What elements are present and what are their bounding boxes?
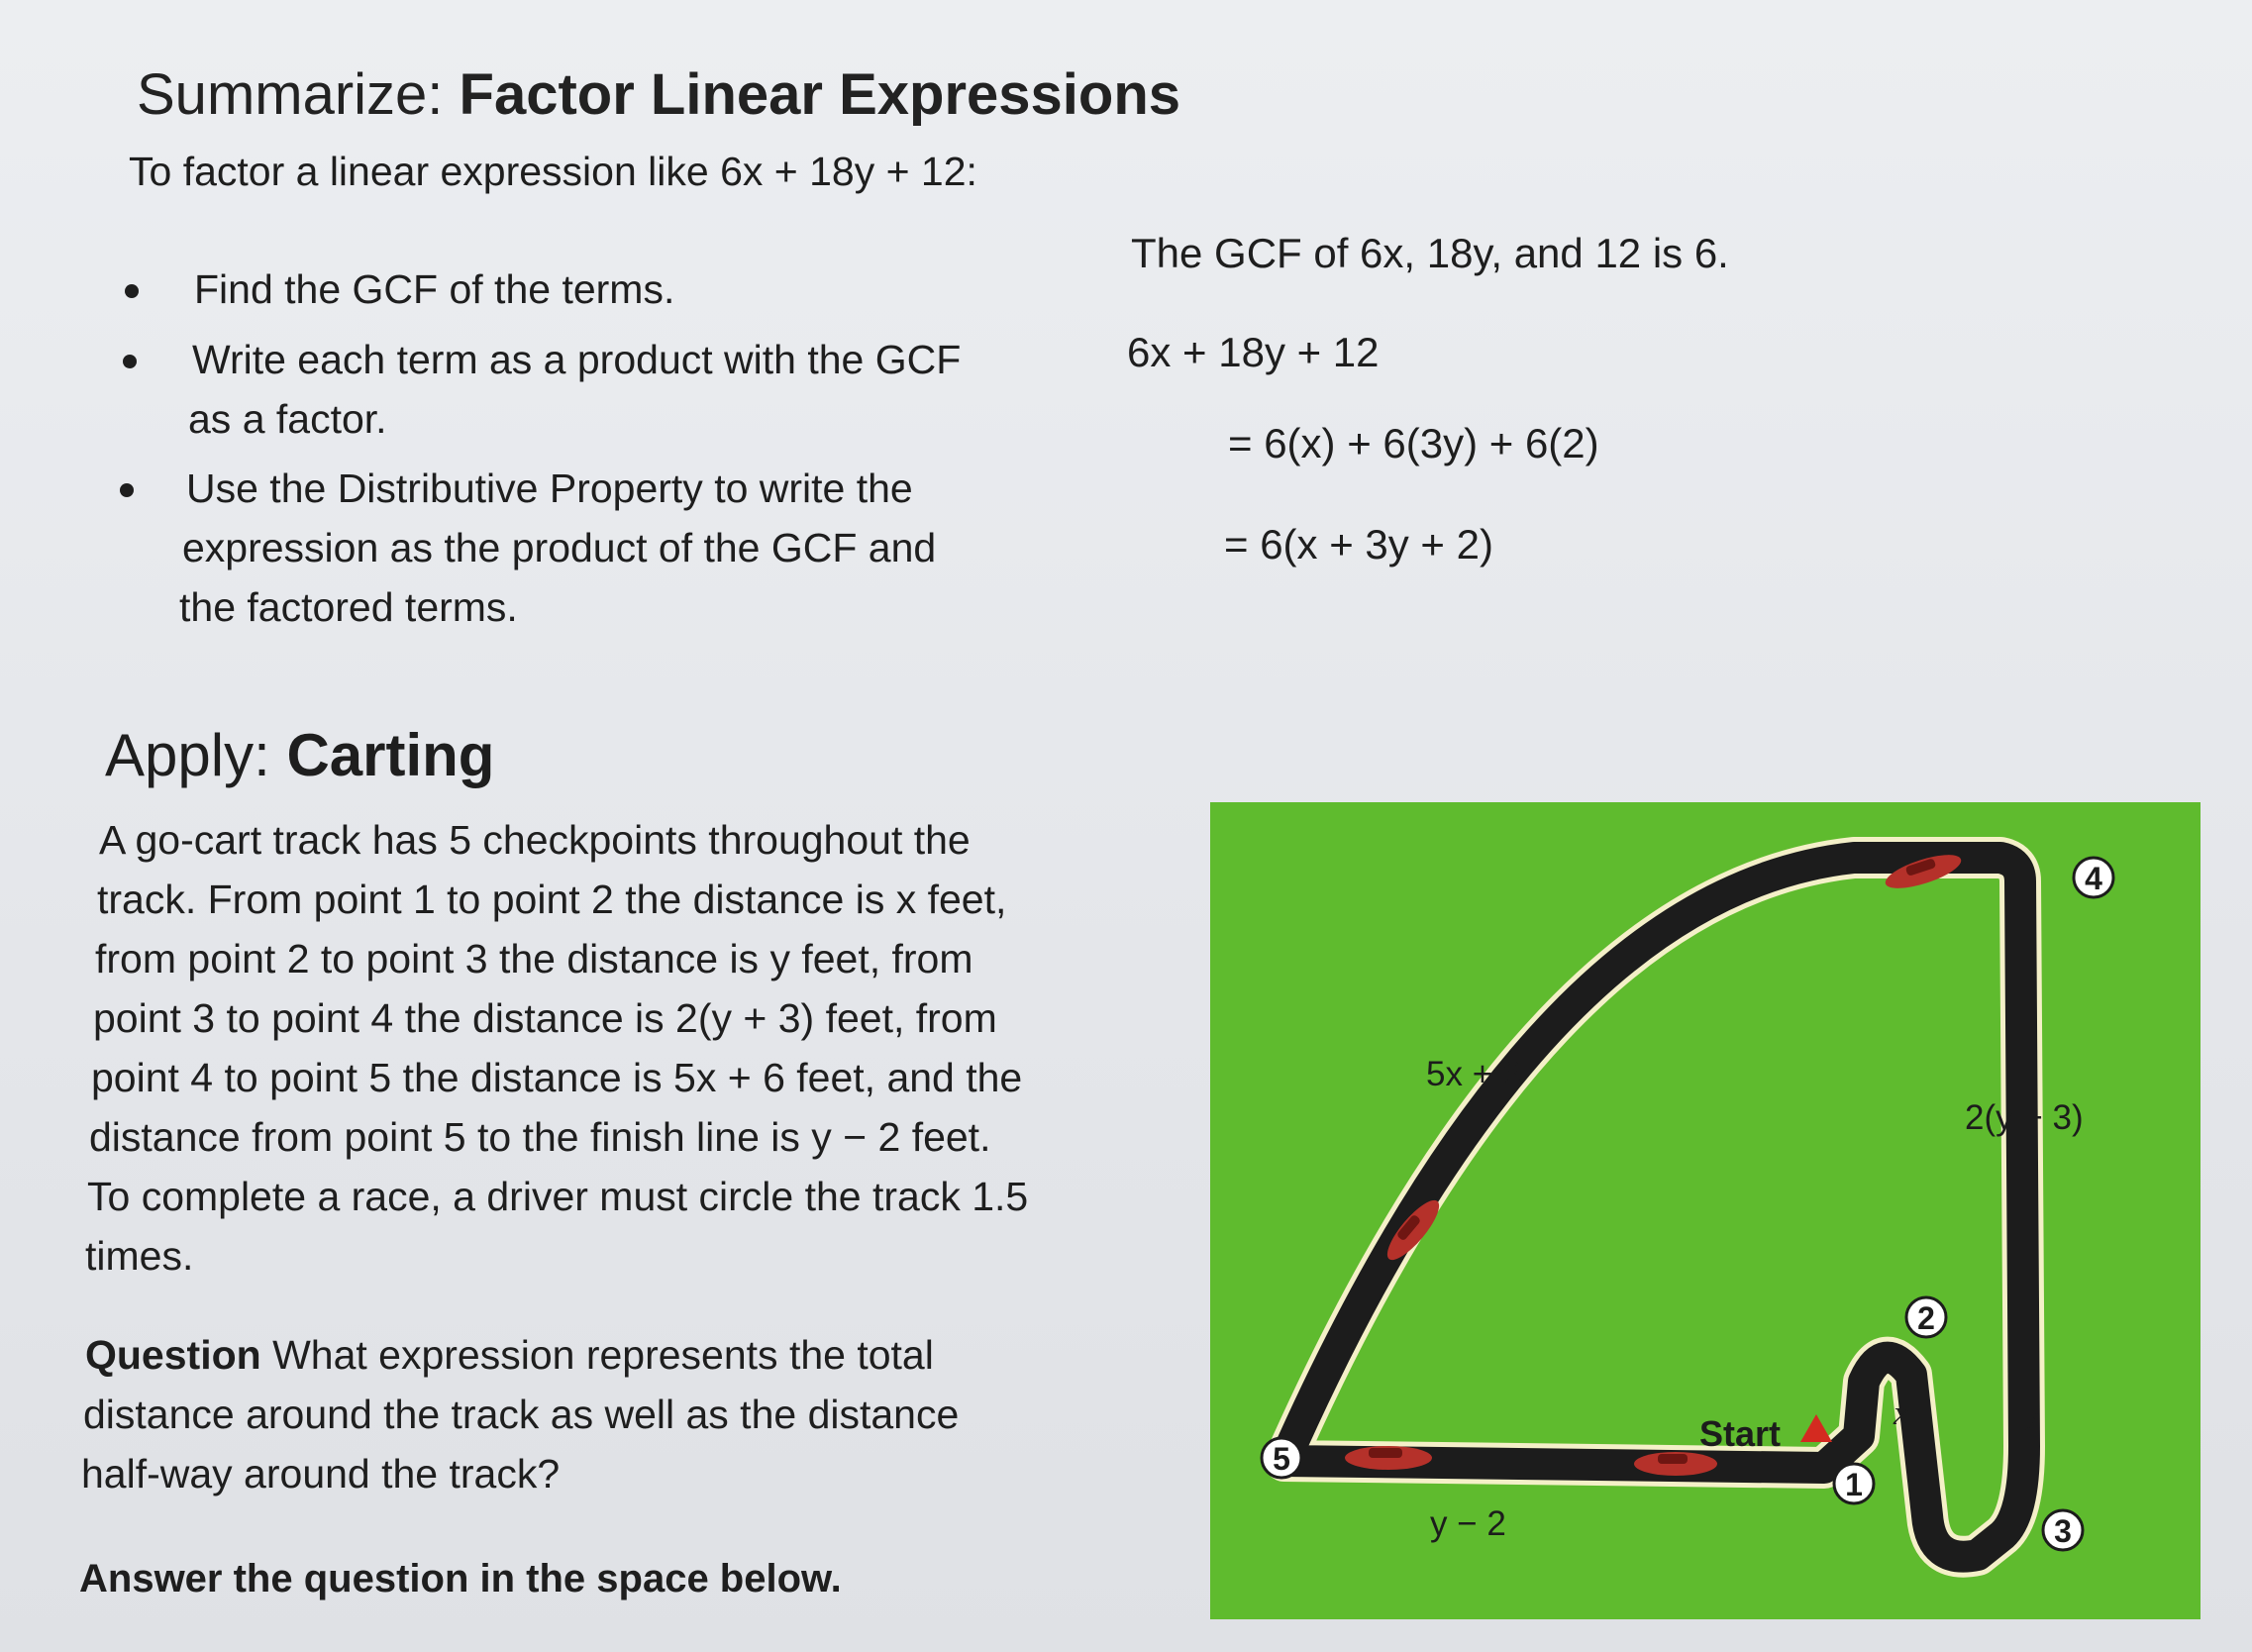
apply-title: Carting (286, 722, 495, 788)
checkpoint-1 (1834, 1464, 1874, 1503)
bullet-dot (123, 355, 137, 368)
problem-line: distance from point 5 to the finish line is y − 2 feet. (89, 1114, 991, 1160)
problem-line: point 4 to point 5 the distance is 5x + 6 feet, and the (91, 1055, 1023, 1100)
expression: 6x + 18y + 12 (1127, 329, 1380, 375)
go-cart-track-diagram (1210, 802, 2201, 1619)
answer-prompt: Answer the question in the space below. (79, 1557, 842, 1600)
checkpoint-3 (2043, 1510, 2083, 1550)
bullet-dot (120, 483, 134, 497)
cart-car (1345, 1446, 1432, 1470)
question-label: Question (85, 1332, 261, 1378)
summarize-label: Summarize: (137, 62, 444, 127)
checkpoint-5 (1262, 1438, 1301, 1478)
svg-text:4: 4 (2085, 861, 2102, 896)
problem-line: To complete a race, a driver must circle the track 1.5 (87, 1174, 1029, 1219)
question-line-1 (85, 1325, 934, 1385)
bullet-dot (125, 284, 139, 298)
summarize-intro: To factor a linear expression like 6x + 18y + 12: (129, 149, 977, 194)
segment-label-3-4: 2(y + 3) (1965, 1098, 2084, 1137)
question-line-3: half-way around the track? (81, 1451, 561, 1497)
problem-line: times. (85, 1233, 194, 1279)
distributed-step: = 6(x) + 6(3y) + 6(2) (1228, 420, 1599, 466)
svg-text:5: 5 (1273, 1441, 1290, 1477)
question-text: What expression represents the total (272, 1332, 934, 1378)
svg-text:2: 2 (1917, 1300, 1935, 1336)
step-3-line-1: Use the Distributive Property to write the (186, 465, 913, 511)
gcf-statement: The GCF of 6x, 18y, and 12 is 6. (1131, 230, 1729, 276)
step-1: Find the GCF of the terms. (194, 266, 675, 312)
summarize-heading (137, 61, 1180, 128)
svg-text:1: 1 (1845, 1467, 1863, 1502)
problem-line: track. From point 1 to point 2 the distance is x feet, (97, 877, 1007, 922)
problem-line: point 3 to point 4 the distance is 2(y + 3) feet, from (93, 995, 997, 1041)
step-2-line-2: as a factor. (188, 396, 387, 442)
step-3-line-2: expression as the product of the GCF and (182, 525, 937, 570)
apply-label: Apply: (105, 722, 270, 788)
step-2-line-1: Write each term as a product with the GCF (192, 337, 962, 382)
problem-line: A go-cart track has 5 checkpoints throughout the (99, 817, 971, 863)
problem-line: from point 2 to point 3 the distance is y feet, from (95, 936, 973, 981)
svg-text:3: 3 (2054, 1513, 2072, 1549)
step-3-line-3: the factored terms. (179, 584, 518, 630)
checkpoint-2 (1906, 1297, 1946, 1337)
segment-label-5-1: y − 2 (1430, 1504, 1506, 1543)
summarize-title: Factor Linear Expressions (459, 62, 1181, 127)
question-line-2: distance around the track as well as the distance (83, 1392, 960, 1437)
checkpoint-4 (2074, 858, 2113, 897)
segment-label-1-2: x (1894, 1394, 1909, 1432)
apply-heading (105, 721, 494, 789)
cart-car (1634, 1452, 1717, 1476)
segment-label-2-3: y (2024, 1394, 2040, 1432)
segment-label-4-5: 5x + 6 (1426, 1055, 1522, 1093)
factored-result: = 6(x + 3y + 2) (1224, 521, 1493, 568)
start-label: Start (1699, 1413, 1782, 1454)
